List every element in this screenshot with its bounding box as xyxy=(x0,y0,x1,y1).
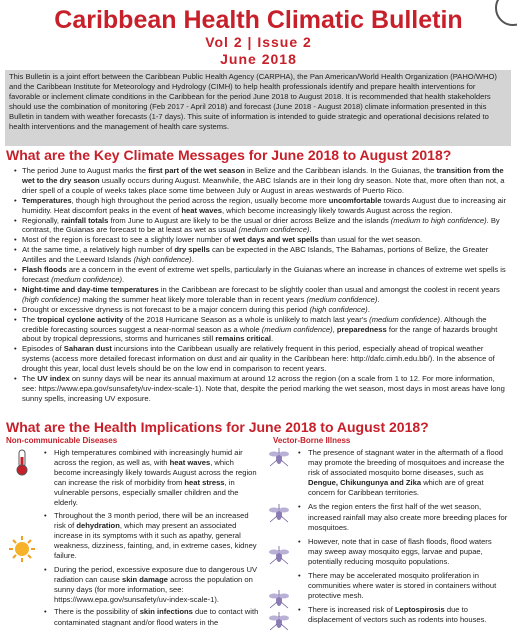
vector-subheading: Vector-Borne Illness xyxy=(273,436,351,445)
bulletin-title: Caribbean Health Climatic Bulletin xyxy=(54,6,463,34)
list-item: • High temperatures combined with increasingly humid air across the region, as well as, with heat waves, which become increasingly likely towards August across the region can increase the risk of morbidity from heat stress, in vulnerable persons, especially smaller children and the elderly. xyxy=(44,448,262,509)
list-item: • Temperatures, though high throughout the period across the region, usually become more uncomfortable towards August due to increasing air humidity. Heat discomfort peaks in the event of heat waves, which become increasingly likely towards August across the region. xyxy=(14,196,511,216)
mosquito-icon xyxy=(268,504,290,524)
list-item: • During the period, excessive exposure due to dangerous UV radiation can cause skin damage across the population on sunny days (for more information, see: https://www.epa.gov/sunsafety/uv-index-scale-1). xyxy=(44,565,262,605)
thermometer-icon xyxy=(8,448,36,476)
list-item: • Flash floods are a concern in the event of extreme wet spells, particularly in the Guianas where an increase in chances of extreme wet spells is forecast (medium confidence). xyxy=(14,265,511,285)
list-item: • The tropical cyclone activity of the 2018 Hurricane Season as a whole is unlikely to match last year's (medium confidence). Although the credible forecasting sources suggest a near-normal season as a whole (medium confidence), preparedness for the range of hazards brought about by tropical depressions, storms and hurricanes still remains critical. xyxy=(14,315,511,345)
list-item: • The UV index on sunny days will be near its annual maximum at around 12 across the region (on a scale from 1 to 12. For more information, see: https://www.epa.gov/sunsafety/uv-index-scale-1). Note that, despite the period marking the wet season, most days in most areas have long sunny spells, increasing UV exposure. xyxy=(14,374,511,404)
issue-date: June 2018 xyxy=(220,51,297,67)
health-implications-heading: What are the Health Implications for June 2018 to August 2018? xyxy=(6,419,429,435)
list-item: • The period June to August marks the first part of the wet season in Belize and the Caribbean islands. In the Guianas, the transition from the wet to the dry season usually occurs during August. Meanwhile, the ABC Islands are in their long dry season. Note that, more often than not, a drier spell of a couple of weeks takes place some time between July or August in areas westwards of Puerto Rico. xyxy=(14,166,511,196)
list-item: • Drought or excessive dryness is not forecast to be a major concern during this period (high confidence). xyxy=(14,305,511,315)
mosquito-icon xyxy=(268,546,290,566)
mosquito-icon xyxy=(268,448,290,468)
list-item: • The presence of stagnant water in the aftermath of a flood may promote the breeding of mosquitoes and increase the risk of associated mosquito borne diseases, such as Dengue, Chikungunya and Zika which are of great concern for Caribbean territories. xyxy=(298,448,508,498)
list-item: • Throughout the 3 month period, there will be an increased risk of dehydration, which may present an associated increase in its symptoms with it such as apathy, general weakness, dizziness, fainting, and, in extreme cases, kidney failure. xyxy=(44,511,262,561)
key-messages-heading: What are the Key Climate Messages for June 2018 to August 2018? xyxy=(6,147,452,163)
list-item: • Episodes of Saharan dust incursions into the Caribbean usually are relatively frequent in this period, especially ahead of tropical weather systems (access more detailed forecast information on dust and air quality in the Caribbean here: http://dafc.cimh.edu.bb/). In the absence of drought this year, local dust levels should be on the low end in comparison to recent years. xyxy=(14,344,511,374)
sun-icon xyxy=(8,535,36,563)
list-item: • Most of the region is forecast to see a slightly lower number of wet days and wet spells than usual for the wet season. xyxy=(14,235,511,245)
volume-issue: Vol 2 | Issue 2 xyxy=(205,34,312,50)
ncd-column xyxy=(44,448,262,630)
ncd-subheading: Non-communicable Diseases xyxy=(6,436,118,445)
mosquito-icon xyxy=(268,612,290,632)
list-item: • There is the possibility of skin infections due to contact with contaminated stagnant and/or flood waters in the xyxy=(44,607,262,627)
list-item: • At the same time, a relatively high number of dry spells can be expected in the ABC Islands, The Bahamas, portions of Belize, the Greater Antilles and the Leeward Islands (high confidence). xyxy=(14,245,511,265)
vector-column xyxy=(298,448,508,628)
mosquito-icon xyxy=(268,590,290,610)
list-item: • Night-time and day-time temperatures in the Caribbean are forecast to be slightly cooler than usual and amongst the coolest in recent years (high confidence) making the summer heat likely more tolerable than in recent years (medium confidence). xyxy=(14,285,511,305)
key-messages-list xyxy=(0,166,517,404)
list-item: • Regionally, rainfall totals from June to August are likely to be the usual or drier across Belize and the islands (medium to high confidence). By contrast, the Guianas are forecast to be at least as wet as usual (medium confidence). xyxy=(14,216,511,236)
list-item: • There is increased risk of Leptospirosis due to displacement of vectors such as rodents into houses. xyxy=(298,605,508,625)
list-item: • There may be accelerated mosquito proliferation in communities where water is stored in containers without protective mesh. xyxy=(298,571,508,601)
list-item: • However, note that in case of flash floods, flood waters may sweep away mosquito eggs, larvae and pupae, potentially reducing mosquito populations. xyxy=(298,537,508,567)
intro-paragraph: This Bulletin is a joint effort between the Caribbean Public Health Agency (CARPHA), the Pan American/World Health Organization (PAHO/WHO) and the Caribbean Institute for Meteorology and Hydrology (CIMH) to help health professionals identify and prepare health interventions for favorable or inclement climate conditions in the Caribbean for the period June 2018 to August 2018. It is recommended that health stakeholders should use the combination of monitoring (Feb 2017 - April 2018) and forecast (June 2018 - August 2018) climate information presented in this Bulletin in tandem with weather forecasts (1-7 days). This suite of information is intended to guide strategic and operational decisions related to health interventions and the management of health care systems. xyxy=(5,70,511,146)
list-item: • As the region enters the first half of the wet season, increased rainfall may also create more breeding places for mosquitoes. xyxy=(298,502,508,532)
